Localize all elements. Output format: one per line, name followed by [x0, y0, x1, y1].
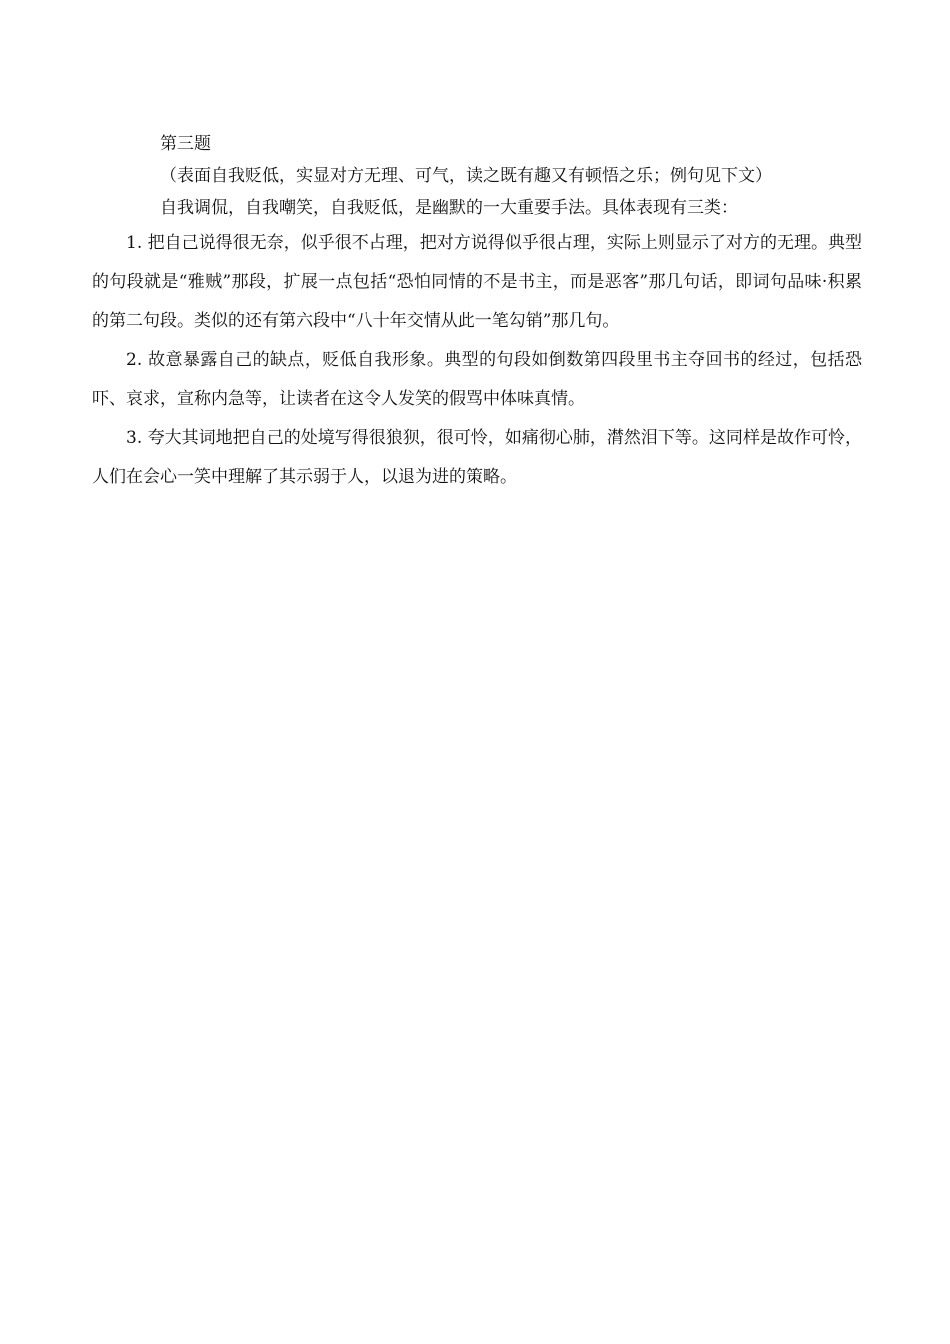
list-item-3: 3. 夸大其词地把自己的处境写得很狼狈，很可怜，如痛彻心肺，潸然泪下等。这同样是故作可怜，人们在会心一笑中理解了其示弱于人，以退为进的策略。	[92, 428, 862, 487]
list-item-2: 2. 故意暴露自己的缺点，贬低自我形象。典型的句段如倒数第四段里书主夺回书的经过，包括恐吓、哀求，宣称内急等，让读者在这令人发笑的假骂中体味真情。	[92, 350, 862, 409]
question-note: （表面自我贬低，实显对方无理、可气，读之既有趣又有顿悟之乐；例句见下文）	[160, 166, 772, 186]
document-body	[92, 128, 862, 497]
list-item-1: 1. 把自己说得很无奈，似乎很不占理，把对方说得似乎很占理，实际上则显示了对方的无理。典型的句段就是“雅贼”那段，扩展一点包括“恐怕同情的不是书主，而是恶客”那几句话，即词句品味·积累的第二句段。类似的还有第六段中“八十年交情从此一笔勾销”那几句。	[92, 233, 862, 331]
intro-paragraph: 自我调侃，自我嘲笑，自我贬低，是幽默的一大重要手法。具体表现有三类：	[160, 198, 738, 218]
question-heading: 第三题	[160, 134, 211, 154]
